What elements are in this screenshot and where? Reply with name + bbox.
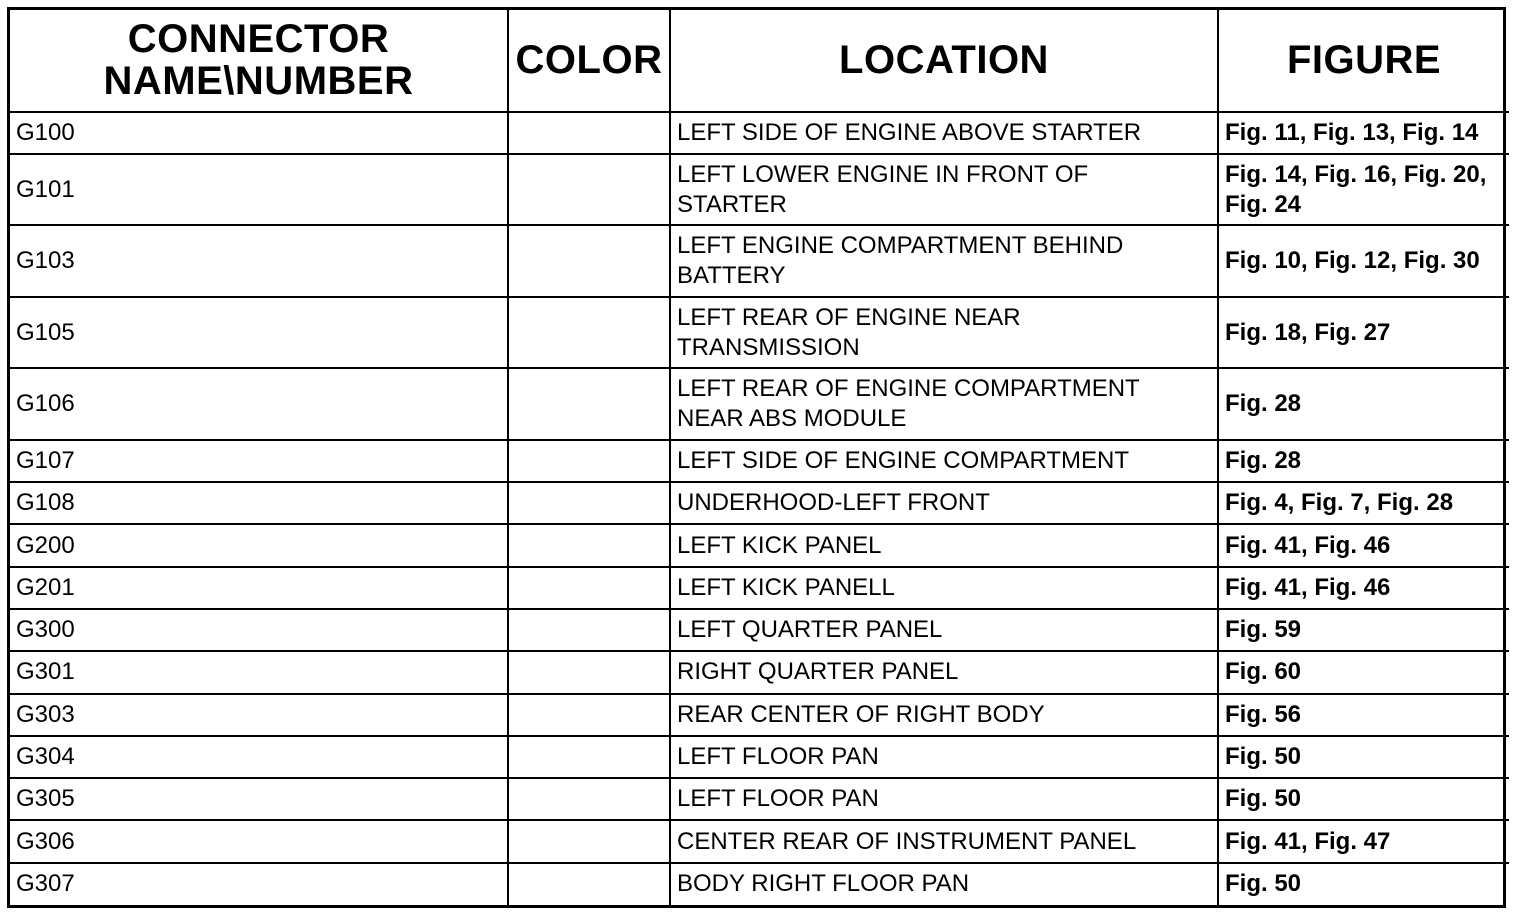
cell-connector: G305 [10, 778, 508, 820]
cell-color [508, 524, 670, 566]
cell-connector: G101 [10, 154, 508, 225]
cell-connector: G200 [10, 524, 508, 566]
cell-location [670, 154, 1218, 225]
cell-location: CENTER REAR OF INSTRUMENT PANEL [670, 820, 1218, 862]
cell-figure: Fig. 28 [1218, 440, 1509, 482]
table-header-row [10, 10, 1509, 112]
cell-location: LEFT SIDE OF ENGINE ABOVE STARTER [670, 112, 1218, 154]
column-header-connector-line2: NAME\NUMBER [103, 59, 414, 104]
cell-connector: G307 [10, 863, 508, 905]
cell-color [508, 567, 670, 609]
cell-location-line2: NEAR ABS MODULE [677, 405, 907, 433]
cell-figure-line1: Fig. 14, Fig. 16, Fig. 20, [1225, 160, 1487, 188]
cell-connector: G103 [10, 225, 508, 296]
cell-color [508, 694, 670, 736]
table-row [10, 778, 1509, 820]
cell-color [508, 368, 670, 439]
cell-figure [1218, 154, 1509, 225]
cell-location-line2: BATTERY [677, 262, 786, 290]
column-header-location: LOCATION [670, 10, 1218, 112]
cell-color [508, 609, 670, 651]
cell-location-line1: LEFT LOWER ENGINE IN FRONT OF [677, 160, 1089, 188]
cell-figure: Fig. 10, Fig. 12, Fig. 30 [1218, 225, 1509, 296]
cell-figure: Fig. 50 [1218, 863, 1509, 905]
cell-location-line1: LEFT ENGINE COMPARTMENT BEHIND [677, 232, 1124, 260]
column-header-connector [10, 10, 508, 112]
cell-connector: G100 [10, 112, 508, 154]
table-row [10, 651, 1509, 693]
cell-color [508, 440, 670, 482]
cell-connector: G107 [10, 440, 508, 482]
cell-figure: Fig. 11, Fig. 13, Fig. 14 [1218, 112, 1509, 154]
cell-figure: Fig. 50 [1218, 778, 1509, 820]
table-row [10, 524, 1509, 566]
cell-color [508, 651, 670, 693]
cell-color [508, 778, 670, 820]
cell-location: REAR CENTER OF RIGHT BODY [670, 694, 1218, 736]
cell-color [508, 154, 670, 225]
cell-figure: Fig. 56 [1218, 694, 1509, 736]
cell-figure: Fig. 59 [1218, 609, 1509, 651]
table-row [10, 609, 1509, 651]
cell-location-line1: LEFT REAR OF ENGINE COMPARTMENT [677, 375, 1140, 403]
cell-color [508, 297, 670, 368]
cell-connector: G106 [10, 368, 508, 439]
cell-location: UNDERHOOD-LEFT FRONT [670, 482, 1218, 524]
cell-location: LEFT QUARTER PANEL [670, 609, 1218, 651]
table-row [10, 440, 1509, 482]
cell-figure: Fig. 4, Fig. 7, Fig. 28 [1218, 482, 1509, 524]
cell-location: LEFT FLOOR PAN [670, 778, 1218, 820]
cell-figure: Fig. 50 [1218, 736, 1509, 778]
table-row [10, 368, 1509, 439]
cell-figure: Fig. 28 [1218, 368, 1509, 439]
cell-location: LEFT SIDE OF ENGINE COMPARTMENT [670, 440, 1218, 482]
cell-figure-line2: Fig. 24 [1225, 190, 1302, 218]
cell-location-line2: STARTER [677, 190, 787, 218]
table-row [10, 225, 1509, 296]
cell-color [508, 863, 670, 905]
cell-connector: G301 [10, 651, 508, 693]
cell-location [670, 225, 1218, 296]
cell-location [670, 368, 1218, 439]
cell-color [508, 225, 670, 296]
table-row [10, 863, 1509, 905]
table-row [10, 154, 1509, 225]
table-row [10, 297, 1509, 368]
cell-connector: G108 [10, 482, 508, 524]
column-header-figure: FIGURE [1218, 10, 1509, 112]
cell-location: RIGHT QUARTER PANEL [670, 651, 1218, 693]
table-row [10, 820, 1509, 862]
cell-location: LEFT KICK PANELL [670, 567, 1218, 609]
cell-connector: G300 [10, 609, 508, 651]
cell-location-line2: TRANSMISSION [677, 333, 860, 361]
cell-figure: Fig. 41, Fig. 47 [1218, 820, 1509, 862]
cell-location [670, 297, 1218, 368]
table-row [10, 482, 1509, 524]
table-row [10, 694, 1509, 736]
cell-connector: G201 [10, 567, 508, 609]
cell-location: BODY RIGHT FLOOR PAN [670, 863, 1218, 905]
cell-location: LEFT KICK PANEL [670, 524, 1218, 566]
cell-figure: Fig. 41, Fig. 46 [1218, 524, 1509, 566]
cell-location-line1: LEFT REAR OF ENGINE NEAR [677, 303, 1021, 331]
connector-location-table-sheet [7, 7, 1506, 908]
cell-color [508, 482, 670, 524]
cell-figure: Fig. 18, Fig. 27 [1218, 297, 1509, 368]
cell-connector: G303 [10, 694, 508, 736]
cell-figure: Fig. 41, Fig. 46 [1218, 567, 1509, 609]
cell-color [508, 112, 670, 154]
column-header-color: COLOR [508, 10, 670, 112]
table-row [10, 736, 1509, 778]
cell-figure: Fig. 60 [1218, 651, 1509, 693]
cell-connector: G306 [10, 820, 508, 862]
table-row [10, 567, 1509, 609]
connector-location-table [10, 10, 1509, 905]
cell-connector: G105 [10, 297, 508, 368]
cell-color [508, 736, 670, 778]
table-row [10, 112, 1509, 154]
column-header-connector-line1: CONNECTOR [127, 17, 390, 62]
cell-color [508, 820, 670, 862]
cell-connector: G304 [10, 736, 508, 778]
cell-location: LEFT FLOOR PAN [670, 736, 1218, 778]
